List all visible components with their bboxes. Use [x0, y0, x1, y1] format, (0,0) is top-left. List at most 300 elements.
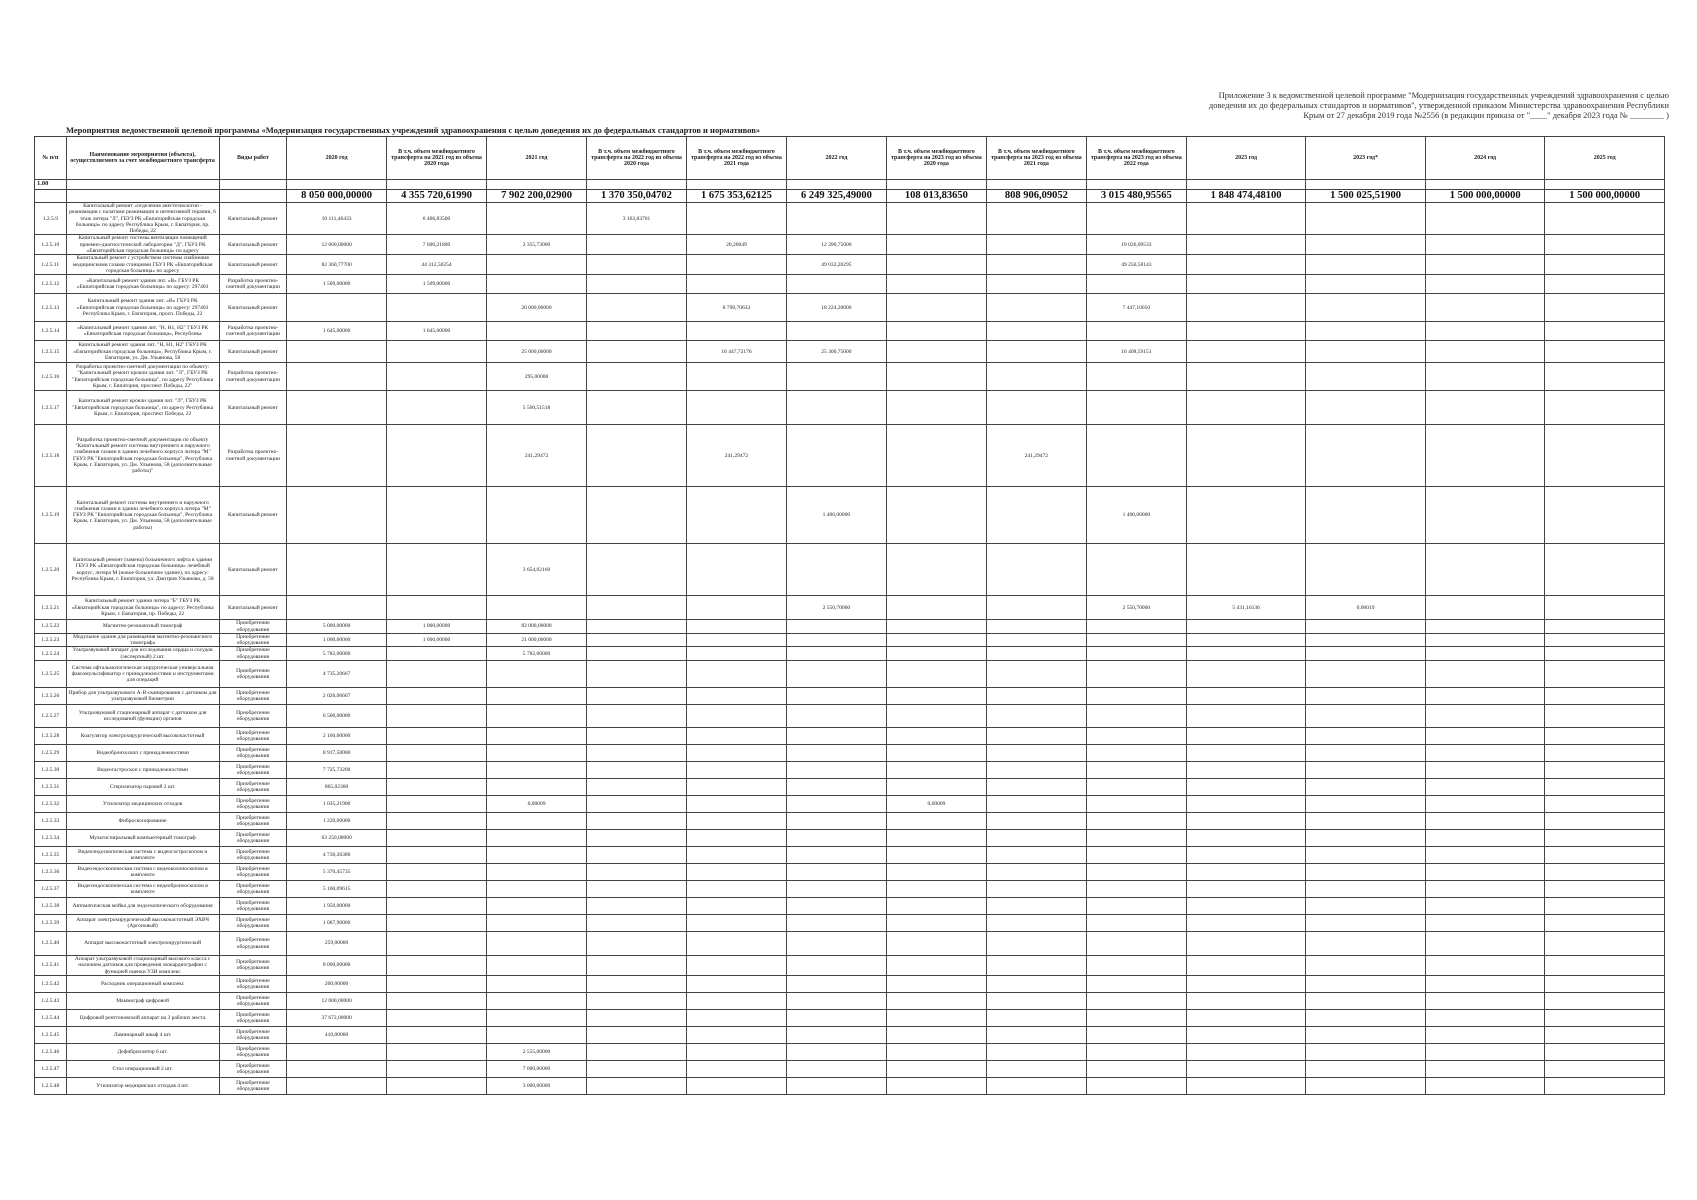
value-cell	[986, 813, 1086, 830]
value-cell	[1186, 425, 1306, 487]
value-cell	[1306, 203, 1426, 235]
value-cell	[1545, 1043, 1665, 1060]
value-cell	[1425, 322, 1545, 341]
value-cell	[1186, 813, 1306, 830]
value-cell: 1 509,00000	[287, 275, 387, 294]
row-number: 1.2.5.23	[35, 633, 67, 647]
value-cell	[786, 956, 886, 976]
value-cell	[387, 661, 487, 688]
value-cell	[387, 341, 487, 363]
value-cell	[986, 275, 1086, 294]
value-cell	[1306, 779, 1426, 796]
value-cell	[686, 544, 786, 596]
value-cell	[886, 255, 986, 275]
value-cell: 1 035,21900	[287, 796, 387, 813]
value-cell	[1186, 391, 1306, 425]
value-cell	[287, 341, 387, 363]
value-cell	[1545, 956, 1665, 976]
value-cell	[986, 544, 1086, 596]
value-cell	[287, 425, 387, 487]
work-type: Разработка проектно-сметной документации	[219, 322, 286, 341]
value-cell: 2 550,70000	[786, 596, 886, 620]
value-cell	[1186, 915, 1306, 932]
value-cell: 25 000,00000	[487, 341, 587, 363]
value-cell	[1186, 992, 1306, 1009]
value-cell	[986, 363, 1086, 391]
table-row	[35, 1026, 1665, 1043]
value-cell: 3 163,83701	[586, 203, 686, 235]
work-type: Приобретение оборудования	[219, 881, 286, 898]
value-cell	[986, 255, 1086, 275]
value-cell	[986, 915, 1086, 932]
value-cell: 12 390,75000	[786, 235, 886, 255]
value-cell	[287, 294, 387, 322]
value-cell: 10 111,46433	[287, 203, 387, 235]
value-cell	[387, 1026, 487, 1043]
value-cell: 49 256,58143	[1086, 255, 1186, 275]
value-cell	[586, 322, 686, 341]
value-cell	[786, 544, 886, 596]
value-cell	[986, 1026, 1086, 1043]
value-cell	[986, 975, 1086, 992]
value-cell	[686, 728, 786, 745]
value-cell	[387, 728, 487, 745]
row-number: 1.2.5.20	[35, 544, 67, 596]
object-name: Модульное здание для размещения магнитно-резонансного томографа	[66, 633, 219, 647]
work-type: Приобретение оборудования	[219, 762, 286, 779]
work-type: Приобретение оборудования	[219, 796, 286, 813]
value-cell	[886, 898, 986, 915]
value-cell	[1306, 1026, 1426, 1043]
value-cell	[287, 363, 387, 391]
value-cell	[886, 881, 986, 898]
value-cell	[786, 932, 886, 956]
value-cell	[1425, 363, 1545, 391]
value-cell	[786, 1077, 886, 1094]
value-cell	[886, 487, 986, 544]
value-cell	[487, 1009, 587, 1026]
value-cell	[487, 898, 587, 915]
object-name: Капитальный ремонт здания лит. "Н, Н1, Н2" ГБУЗ РК «Евпаторийская городская больница», Республика Крым, г. Евпатория, ул. Дм. Ульянова, 58	[66, 341, 219, 363]
work-type: Приобретение оборудования	[219, 830, 286, 847]
work-type: Капитальный ремонт	[219, 544, 286, 596]
value-cell	[986, 391, 1086, 425]
value-cell: 19 026,09533	[1086, 235, 1186, 255]
value-cell	[1186, 830, 1306, 847]
table-row	[35, 762, 1665, 779]
value-cell	[487, 881, 587, 898]
value-cell	[986, 633, 1086, 647]
object-name: Видеобронхоскоп с принадлежностями	[66, 745, 219, 762]
row-number: 1.2.5.21	[35, 596, 67, 620]
value-cell	[1545, 779, 1665, 796]
value-cell	[1425, 255, 1545, 275]
value-cell: 49 032,20295	[786, 255, 886, 275]
value-cell	[586, 898, 686, 915]
value-cell	[586, 544, 686, 596]
value-cell	[1086, 391, 1186, 425]
value-cell: 1 000,00000	[387, 633, 487, 647]
value-cell	[387, 425, 487, 487]
value-cell	[387, 992, 487, 1009]
value-cell	[886, 275, 986, 294]
row-number: 1.2.5.12	[35, 275, 67, 294]
value-cell	[1186, 322, 1306, 341]
value-cell	[487, 864, 587, 881]
value-cell: 1 509,00000	[387, 275, 487, 294]
value-cell	[1086, 544, 1186, 596]
table-row	[35, 932, 1665, 956]
value-cell	[387, 596, 487, 620]
value-cell	[1306, 275, 1426, 294]
object-name: Видеоэндоскопическая система с видеогастроскопом и комплекте	[66, 847, 219, 864]
value-cell	[1545, 341, 1665, 363]
value-cell	[786, 762, 886, 779]
row-number: 1.2.5.24	[35, 647, 67, 661]
value-cell	[786, 830, 886, 847]
value-cell	[1186, 341, 1306, 363]
object-name: Утилизатор медицинских отходов	[66, 796, 219, 813]
value-cell	[1086, 1026, 1186, 1043]
value-cell	[986, 728, 1086, 745]
value-cell	[686, 830, 786, 847]
value-cell	[1086, 898, 1186, 915]
work-type: Капитальный ремонт	[219, 341, 286, 363]
value-cell	[786, 864, 886, 881]
value-cell	[1425, 813, 1545, 830]
value-cell	[387, 745, 487, 762]
value-cell	[686, 255, 786, 275]
value-cell	[986, 1009, 1086, 1026]
value-cell	[886, 864, 986, 881]
value-cell	[1306, 544, 1426, 596]
value-cell	[786, 363, 886, 391]
value-cell	[487, 688, 587, 705]
value-cell	[886, 620, 986, 634]
object-name: «Капитальный ремонт здания лит. «В» ГБУЗ РК «Евпаторийская городская больница» по адресу: 297403	[66, 275, 219, 294]
value-cell	[1186, 847, 1306, 864]
work-type: Приобретение оборудования	[219, 898, 286, 915]
value-cell	[1545, 235, 1665, 255]
column-header: 2020 год	[287, 137, 387, 180]
value-cell	[487, 203, 587, 235]
row-number: 1.2.5.36	[35, 864, 67, 881]
value-cell	[287, 487, 387, 544]
value-cell: 2 355,73000	[487, 235, 587, 255]
value-cell	[1425, 235, 1545, 255]
value-cell	[886, 915, 986, 932]
value-cell	[1086, 1009, 1186, 1026]
value-cell	[586, 864, 686, 881]
value-cell	[487, 705, 587, 728]
table-row	[35, 1009, 1665, 1026]
value-cell	[786, 322, 886, 341]
value-cell	[287, 1043, 387, 1060]
value-cell	[786, 898, 886, 915]
row-number: 1.2.5.47	[35, 1060, 67, 1077]
value-cell	[1425, 203, 1545, 235]
value-cell	[1086, 647, 1186, 661]
value-cell: 5 000,00000	[287, 620, 387, 634]
value-cell	[586, 975, 686, 992]
value-cell	[1425, 779, 1545, 796]
value-cell	[1425, 620, 1545, 634]
value-cell	[586, 813, 686, 830]
row-number: 1.2.5.32	[35, 796, 67, 813]
value-cell: 259,00000	[287, 932, 387, 956]
work-type: Приобретение оборудования	[219, 975, 286, 992]
column-header: Наименование мероприятия (объекта), осуществляемого за счет межбюджетного трансферта	[66, 137, 219, 180]
work-type: Приобретение оборудования	[219, 620, 286, 634]
object-name: Маммограф цифровой	[66, 992, 219, 1009]
value-cell	[1545, 596, 1665, 620]
value-cell	[387, 294, 487, 322]
value-cell	[786, 728, 886, 745]
value-cell: 2 550,70000	[1086, 596, 1186, 620]
value-cell: 0,00009	[487, 796, 587, 813]
column-header: 2021 год	[487, 137, 587, 180]
value-cell	[786, 425, 886, 487]
value-cell	[786, 745, 886, 762]
value-cell	[387, 779, 487, 796]
object-name: Цифровой рентгеновский аппарат на 3 рабочих места	[66, 1009, 219, 1026]
row-number: 1.2.5.37	[35, 881, 67, 898]
value-cell	[686, 975, 786, 992]
value-cell	[586, 779, 686, 796]
value-cell	[1086, 203, 1186, 235]
value-cell: 1 400,00000	[786, 487, 886, 544]
value-cell	[1545, 425, 1665, 487]
value-cell	[586, 487, 686, 544]
value-cell: 295,00000	[487, 363, 587, 391]
value-cell	[586, 932, 686, 956]
value-cell	[1306, 391, 1426, 425]
object-name: Аппарат ультразвуковой стационарный высокого класса с наличием датчиков для проведения эхокардиографии с функцией оценки УЗИ комплекс	[66, 956, 219, 976]
value-cell: 241,29472	[986, 425, 1086, 487]
value-cell	[1186, 728, 1306, 745]
row-number: 1.2.5.27	[35, 705, 67, 728]
column-header: 2023 год	[1186, 137, 1306, 180]
value-cell	[387, 975, 487, 992]
value-cell	[686, 796, 786, 813]
column-header: В т.ч. объем межбюджетного трансферта на 2021 год из объема 2020 года	[387, 137, 487, 180]
value-cell	[1306, 661, 1426, 688]
value-cell	[786, 620, 886, 634]
row-number: 1.2.5.45	[35, 1026, 67, 1043]
value-cell	[886, 341, 986, 363]
work-type: Приобретение оборудования	[219, 661, 286, 688]
value-cell	[1306, 881, 1426, 898]
value-cell	[1306, 932, 1426, 956]
value-cell	[686, 391, 786, 425]
value-cell	[986, 932, 1086, 956]
value-cell	[1425, 847, 1545, 864]
value-cell	[1545, 728, 1665, 745]
value-cell: 2 555,00000	[487, 1043, 587, 1060]
work-type: Капитальный ремонт	[219, 294, 286, 322]
total-cell: 1 500 000,00000	[1425, 190, 1545, 203]
value-cell	[586, 620, 686, 634]
table-row	[35, 688, 1665, 705]
value-cell	[886, 975, 986, 992]
value-cell: 0,00019	[1306, 596, 1426, 620]
value-cell	[1306, 1043, 1426, 1060]
value-cell	[1306, 956, 1426, 976]
value-cell	[1186, 487, 1306, 544]
object-name: Капитальный ремонт системы вентиляции помещений приемно-диагностической лаборатории "Д", ГБУЗ РК «Евпаторийская городская больница» по адресу	[66, 235, 219, 255]
value-cell	[986, 203, 1086, 235]
work-type: Приобретение оборудования	[219, 1026, 286, 1043]
object-name: Коагулятор электрохирургический высокочастотный	[66, 728, 219, 745]
row-number: 1.2.5.41	[35, 956, 67, 976]
value-cell	[986, 235, 1086, 255]
object-name: Разработка проектно-сметной документации по объекту: "Капитальный ремонт кровли здания лит. "Л", ГБУЗ РК "Евпаторийская городская больница", по адресу Республика Крым, г. Евпатория, проспект Победы, 22"	[66, 363, 219, 391]
value-cell	[487, 779, 587, 796]
value-cell	[1086, 779, 1186, 796]
value-cell: 20,20049	[686, 235, 786, 255]
value-cell	[786, 1043, 886, 1060]
value-cell	[1086, 881, 1186, 898]
object-name: Ламинарный шкаф 4 шт.	[66, 1026, 219, 1043]
value-cell	[786, 847, 886, 864]
table-row	[35, 275, 1665, 294]
value-cell	[586, 762, 686, 779]
value-cell	[1425, 898, 1545, 915]
value-cell	[1545, 1009, 1665, 1026]
value-cell: 3 000,00000	[487, 1077, 587, 1094]
value-cell	[786, 1060, 886, 1077]
value-cell	[986, 596, 1086, 620]
value-cell	[1186, 881, 1306, 898]
table-row	[35, 203, 1665, 235]
value-cell	[1306, 830, 1426, 847]
value-cell	[686, 745, 786, 762]
value-cell	[1425, 762, 1545, 779]
value-cell	[586, 796, 686, 813]
total-cell: 3 015 480,95565	[1086, 190, 1186, 203]
value-cell	[1306, 255, 1426, 275]
value-cell	[1425, 391, 1545, 425]
value-cell	[686, 932, 786, 956]
value-cell	[1086, 830, 1186, 847]
value-cell: 8 790,70633	[686, 294, 786, 322]
value-cell	[1545, 363, 1665, 391]
value-cell	[1186, 796, 1306, 813]
value-cell: 82 360,77700	[287, 255, 387, 275]
value-cell	[886, 294, 986, 322]
value-cell	[1186, 294, 1306, 322]
work-type: Капитальный ремонт	[219, 391, 286, 425]
table-row	[35, 544, 1665, 596]
value-cell	[487, 728, 587, 745]
work-type: Приобретение оборудования	[219, 956, 286, 976]
value-cell	[1545, 830, 1665, 847]
table-row	[35, 363, 1665, 391]
value-cell	[387, 956, 487, 976]
value-cell: 1 400,00000	[1086, 487, 1186, 544]
value-cell	[986, 796, 1086, 813]
program-table	[34, 136, 1665, 1095]
value-cell	[1545, 544, 1665, 596]
value-cell: 200,00000	[287, 975, 387, 992]
object-name: Аппарат электрохирургический высокочастотный ЭХВЧ (Аргоновый)	[66, 915, 219, 932]
value-cell: 7 447,10050	[1086, 294, 1186, 322]
value-cell	[1186, 203, 1306, 235]
value-cell	[686, 688, 786, 705]
value-cell: 241,29472	[487, 425, 587, 487]
work-type: Приобретение оборудования	[219, 864, 286, 881]
value-cell	[1186, 544, 1306, 596]
value-cell: 63 250,00000	[287, 830, 387, 847]
value-cell	[986, 647, 1086, 661]
value-cell	[487, 956, 587, 976]
value-cell	[886, 363, 986, 391]
value-cell	[1086, 1043, 1186, 1060]
work-type: Приобретение оборудования	[219, 1077, 286, 1094]
object-name: Мультиспиральный компьютерный томограф	[66, 830, 219, 847]
object-name: Видеоэндоскопическая система с видеоколоноскопом в комплекте	[66, 864, 219, 881]
value-cell	[686, 956, 786, 976]
value-cell	[886, 932, 986, 956]
value-cell	[1545, 203, 1665, 235]
object-name: Стерилизатор паровой 2 шт.	[66, 779, 219, 796]
value-cell: 1 950,00000	[287, 898, 387, 915]
total-cell: 1 370 350,04702	[586, 190, 686, 203]
object-name: Капитальный ремонт (замена) больничного лифта в здании ГБУЗ РК «Евпаторийская городская больница» лечебный корпус, литера М (новое больничное здание), по адресу: Республика Крым, г. Евпатория, ул. Дмитрия Ульянова, д. 58	[66, 544, 219, 596]
value-cell	[1086, 275, 1186, 294]
value-cell	[1306, 487, 1426, 544]
value-cell	[1425, 796, 1545, 813]
row-number: 1.2.5.48	[35, 1077, 67, 1094]
value-cell	[1425, 915, 1545, 932]
value-cell	[1306, 796, 1426, 813]
value-cell	[986, 341, 1086, 363]
value-cell	[586, 1043, 686, 1060]
value-cell	[986, 1060, 1086, 1077]
row-number: 1.2.5.19	[35, 487, 67, 544]
value-cell	[387, 847, 487, 864]
value-cell	[686, 647, 786, 661]
total-cell: 1 500 000,00000	[1545, 190, 1665, 203]
value-cell	[1086, 363, 1186, 391]
value-cell: 12 000,00000	[287, 992, 387, 1009]
row-number: 1.2.5.26	[35, 688, 67, 705]
object-name: Расходник операционный комплекс	[66, 975, 219, 992]
value-cell	[387, 1060, 487, 1077]
value-cell	[1086, 915, 1186, 932]
value-cell	[586, 255, 686, 275]
value-cell	[986, 294, 1086, 322]
work-type: Приобретение оборудования	[219, 915, 286, 932]
column-header: 2025 год	[1545, 137, 1665, 180]
value-cell	[586, 688, 686, 705]
value-cell	[786, 203, 886, 235]
row-number: 1.2.5.11	[35, 255, 67, 275]
value-cell	[786, 661, 886, 688]
value-cell	[487, 813, 587, 830]
value-cell	[1545, 813, 1665, 830]
value-cell: 4 730,26380	[287, 847, 387, 864]
value-cell	[686, 1077, 786, 1094]
value-cell: 6 406,83500	[387, 203, 487, 235]
value-cell	[1186, 363, 1306, 391]
value-cell	[487, 661, 587, 688]
value-cell	[387, 898, 487, 915]
value-cell	[387, 363, 487, 391]
table-row	[35, 975, 1665, 992]
value-cell	[1545, 992, 1665, 1009]
value-cell	[1186, 705, 1306, 728]
